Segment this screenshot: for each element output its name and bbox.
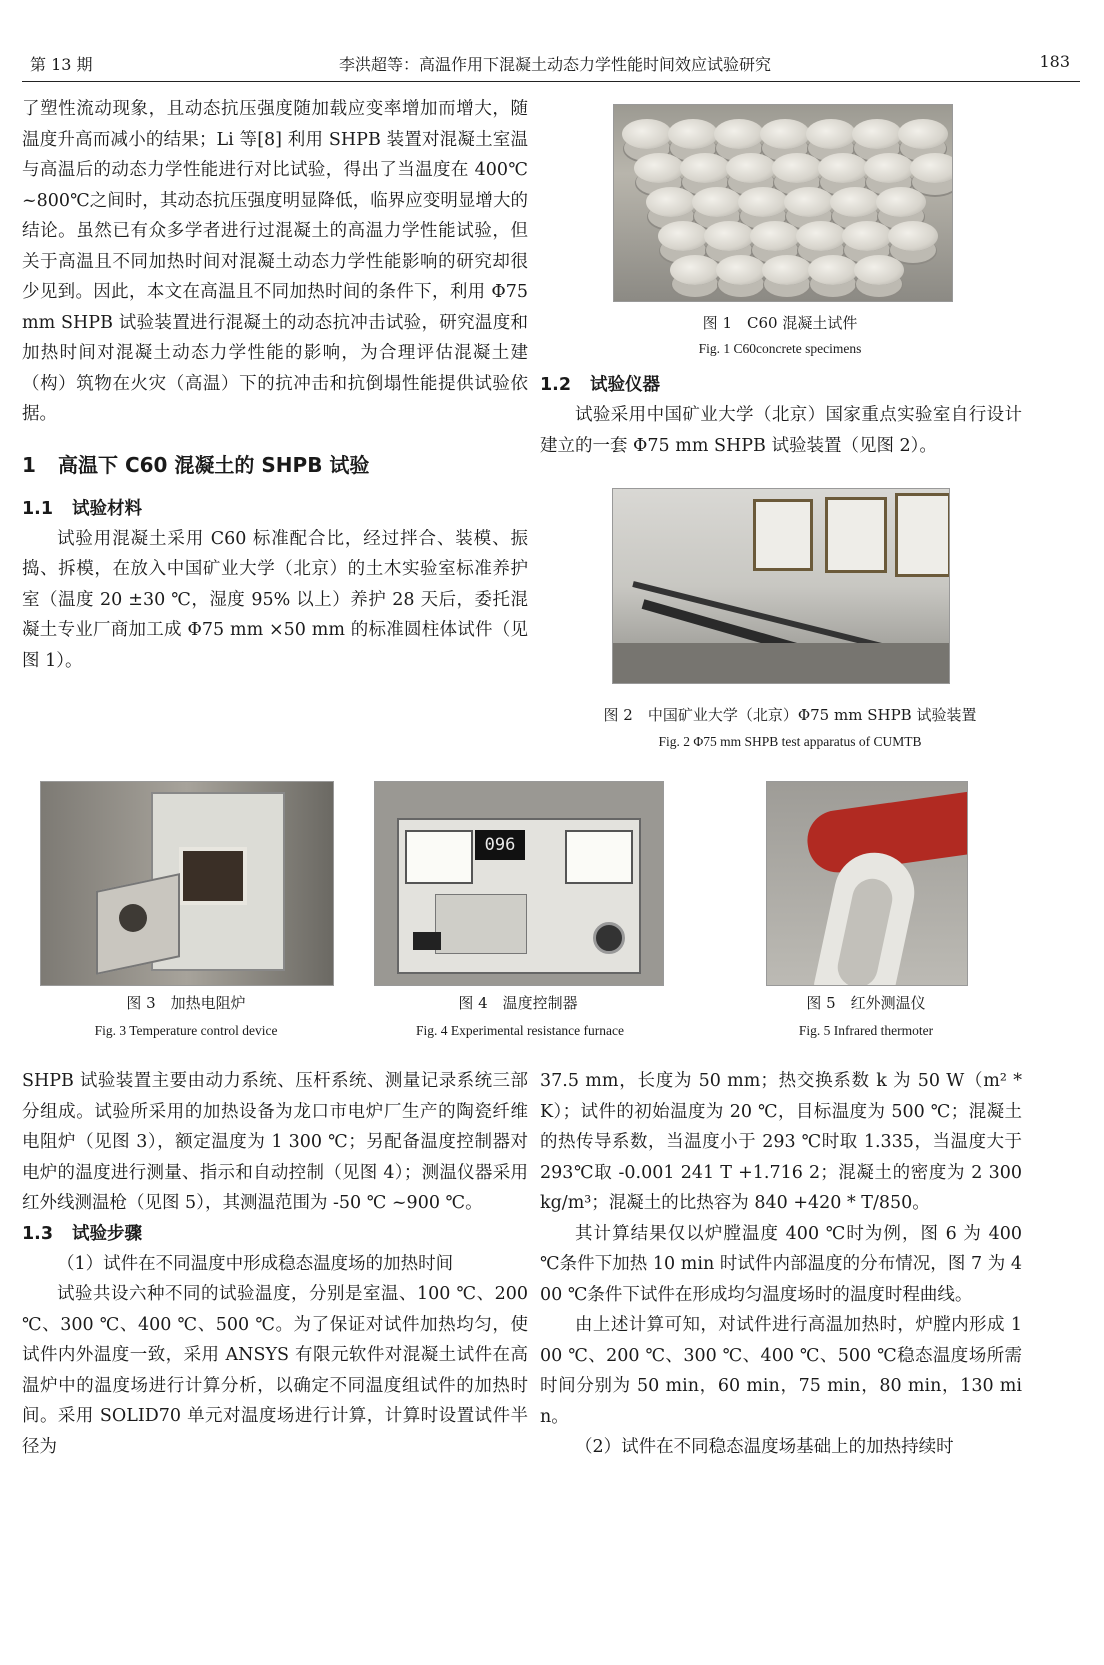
concrete-cylinder bbox=[760, 119, 810, 149]
concrete-cylinder bbox=[888, 221, 938, 251]
figure-1-image bbox=[613, 104, 953, 302]
section-1-3-title: 试验步骤 bbox=[72, 1223, 142, 1244]
figure-3-caption-cn: 图 3 加热电阻炉 bbox=[126, 994, 246, 1012]
right-meter bbox=[565, 830, 633, 884]
right-column-bottom bbox=[540, 1066, 1022, 1463]
concrete-cylinder bbox=[842, 221, 892, 251]
section-1-2-title: 试验仪器 bbox=[590, 375, 660, 395]
paragraph-results: 其计算结果仅以炉膛温度 400 ℃时为例，图 6 为 400 ℃条件下加热 10 min 时试件内部温度的分布情况，图 7 为 400 ℃条件下试件在形成均匀温度场时的温度时程曲线。 bbox=[540, 1223, 1022, 1305]
figure-3-image bbox=[40, 781, 334, 986]
issue-number: 第 13 期 bbox=[30, 55, 93, 74]
section-1-title: 高温下 C60 混凝土的 SHPB 试验 bbox=[58, 452, 370, 477]
section-1-2-heading bbox=[540, 370, 1022, 400]
wall-poster bbox=[825, 497, 887, 573]
paragraph-parameters: 37.5 mm，长度为 50 mm；热交换系数 k 为 50 W（m² * K）；试件的初始温度为 20 ℃，目标温度为 500 ℃；混凝土的热传导系数，当温度小于 293 ℃时取 1.335，当温度大于 293℃取 -0.001 241 T +1.716 2；混凝土的密度为 2 300 kg/m³；混凝土的比热容为 840 +420 * T/850。 bbox=[540, 1071, 1022, 1213]
paragraph-apparatus: 试验采用中国矿业大学（北京）国家重点实验室自行设计建立的一套 Φ75 mm SHPB 试验装置（见图 2）。 bbox=[540, 405, 1022, 456]
left-column-top bbox=[22, 94, 528, 676]
concrete-cylinder bbox=[772, 153, 822, 183]
concrete-cylinder bbox=[796, 221, 846, 251]
wall-poster bbox=[895, 493, 950, 577]
wall-poster bbox=[753, 499, 813, 571]
section-1-3-heading bbox=[22, 1219, 528, 1249]
step-2: （2）试件在不同稳态温度场基础上的加热持续时 bbox=[575, 1437, 954, 1457]
running-head bbox=[30, 52, 1080, 82]
concrete-cylinder bbox=[680, 153, 730, 183]
concrete-cylinder bbox=[668, 119, 718, 149]
power-switch bbox=[413, 932, 441, 950]
concrete-cylinder bbox=[808, 255, 858, 285]
concrete-cylinder bbox=[898, 119, 948, 149]
concrete-cylinder bbox=[762, 255, 812, 285]
concrete-cylinder bbox=[806, 119, 856, 149]
paragraph-heating-times: 由上述计算可知，对试件进行高温加热时，炉膛内形成 100 ℃、200 ℃、300 ℃、400 ℃、500 ℃稳态温度场所需时间分别为 50 min，60 min，75 min，80 min，130 min。 bbox=[540, 1315, 1022, 1427]
figure-1-caption-en: Fig. 1 C60concrete specimens bbox=[698, 341, 862, 356]
paragraph-materials: 试验用混凝土采用 C60 标准配合比，经过拌合、装模、振捣、拆模，在放入中国矿业大学（北京）的土木实验室标准养护室（温度 20 ±30 ℃，湿度 95% 以上）养护 28 天后，委托混凝土专业厂商加工成 Φ75 mm ×50 mm 的标准圆柱体试件（见图 1）。 bbox=[22, 528, 528, 671]
concrete-cylinder bbox=[784, 187, 834, 217]
step-1: （1）试件在不同温度中形成稳态温度场的加热时间 bbox=[57, 1253, 454, 1274]
section-1-2-number: 1.2 bbox=[540, 375, 572, 395]
concrete-cylinder bbox=[750, 221, 800, 251]
paragraph-intro-continued: 了塑性流动现象，且动态抗压强度随加载应变率增加而增大，随温度升高而减小的结果；Li 等[8] 利用 SHPB 装置对混凝土室温与高温后的动态力学性能进行对比试验，得出了当温度在 400℃ ~800℃之间时，其动态抗压强度明显降低，临界应变明显增大的结论。虽然已有众多学者进行过混凝土的高温力学性能试验，但关于高温且不同加热时间对混凝土动态力学性能影响的研究却很少见到。因此，本文在高温且不同加热时间的条件下，利用 Φ75 mm SHPB 试验装置进行混凝土的动态抗冲击试验，研究温度和加热时间对混凝土动态力学性能的影响，为合理评估混凝土建（构）筑物在火灾（高温）下的抗冲击和抗倒塌性能提供试验依据。 bbox=[22, 99, 528, 424]
concrete-cylinder bbox=[716, 255, 766, 285]
figure-1-caption-cn: 图 1 C60 混凝土试件 bbox=[702, 314, 858, 332]
door-port bbox=[119, 904, 147, 932]
concrete-cylinder bbox=[692, 187, 742, 217]
concrete-cylinder bbox=[726, 153, 776, 183]
concrete-cylinder bbox=[852, 119, 902, 149]
concrete-cylinder bbox=[704, 221, 754, 251]
concrete-cylinder bbox=[634, 153, 684, 183]
figure-5-caption-cn: 图 5 红外测温仪 bbox=[806, 994, 926, 1012]
paragraph-equipment: SHPB 试验装置主要由动力系统、压杆系统、测量记录系统三部分组成。试验所采用的加热设备为龙口市电炉厂生产的陶瓷纤维电阻炉（见图 3），额定温度为 1 300 ℃；另配备温度控制器对电炉的温度进行测量、指示和自动控制（见图 4）；测温仪器采用红外线测温枪（见图 5），其测温范围为 -50 ℃ ~900 ℃。 bbox=[22, 1071, 528, 1213]
concrete-cylinder bbox=[854, 255, 904, 285]
section-1-heading bbox=[22, 450, 528, 480]
control-knob bbox=[593, 922, 625, 954]
concrete-cylinder bbox=[910, 153, 953, 183]
figure-4-caption-cn: 图 4 温度控制器 bbox=[458, 994, 578, 1012]
page-number: 183 bbox=[1039, 52, 1070, 71]
section-1-number: 1 bbox=[22, 452, 36, 477]
left-column-bottom bbox=[22, 1066, 528, 1462]
section-1-1-number: 1.1 bbox=[22, 498, 54, 519]
lab-floor bbox=[613, 643, 949, 683]
temperature-display: 096 bbox=[475, 830, 525, 860]
running-title: 李洪超等：高温作用下混凝土动态力学性能时间效应试验研究 bbox=[338, 55, 771, 74]
concrete-cylinder bbox=[738, 187, 788, 217]
figure-3-caption-en: Fig. 3 Temperature control device bbox=[94, 1023, 278, 1038]
furnace-chamber bbox=[179, 847, 247, 905]
concrete-cylinder bbox=[864, 153, 914, 183]
paragraph-temperatures: 试验共设六种不同的试验温度，分别是室温、100 ℃、200 ℃、300 ℃、400 ℃、500 ℃。为了保证对试件加热均匀，使试件内外温度一致，采用 ANSYS 有限元软件对混凝土试件在高温炉中的温度场进行计算分析，以确定不同温度组试件的加热时间。采用 SOLID70 单元对温度场进行计算，计算时设置试件半径为 bbox=[22, 1284, 528, 1457]
info-plate bbox=[435, 894, 527, 954]
figure-5-caption-en: Fig. 5 Infrared thermoter bbox=[798, 1023, 934, 1038]
concrete-cylinder bbox=[714, 119, 764, 149]
header-rule bbox=[22, 81, 1080, 82]
concrete-cylinder bbox=[830, 187, 880, 217]
concrete-cylinder bbox=[876, 187, 926, 217]
figure-4-image bbox=[374, 781, 664, 986]
figure-2-caption-cn: 图 2 中国矿业大学（北京）Φ75 mm SHPB 试验装置 bbox=[603, 706, 977, 724]
figure-2-image bbox=[612, 488, 950, 684]
concrete-cylinder bbox=[646, 187, 696, 217]
concrete-cylinder bbox=[670, 255, 720, 285]
left-meter bbox=[405, 830, 473, 884]
figure-2-caption-en: Fig. 2 Φ75 mm SHPB test apparatus of CUMTB bbox=[658, 734, 922, 749]
section-1-3-number: 1.3 bbox=[22, 1223, 54, 1244]
section-1-1-heading bbox=[22, 494, 528, 524]
figure-4-caption-en: Fig. 4 Experimental resistance furnace bbox=[415, 1023, 625, 1038]
concrete-cylinder bbox=[818, 153, 868, 183]
section-1-1-title: 试验材料 bbox=[72, 498, 142, 519]
concrete-cylinder bbox=[658, 221, 708, 251]
concrete-cylinder bbox=[622, 119, 672, 149]
right-column-top bbox=[540, 370, 1022, 461]
figure-5-image bbox=[766, 781, 968, 986]
